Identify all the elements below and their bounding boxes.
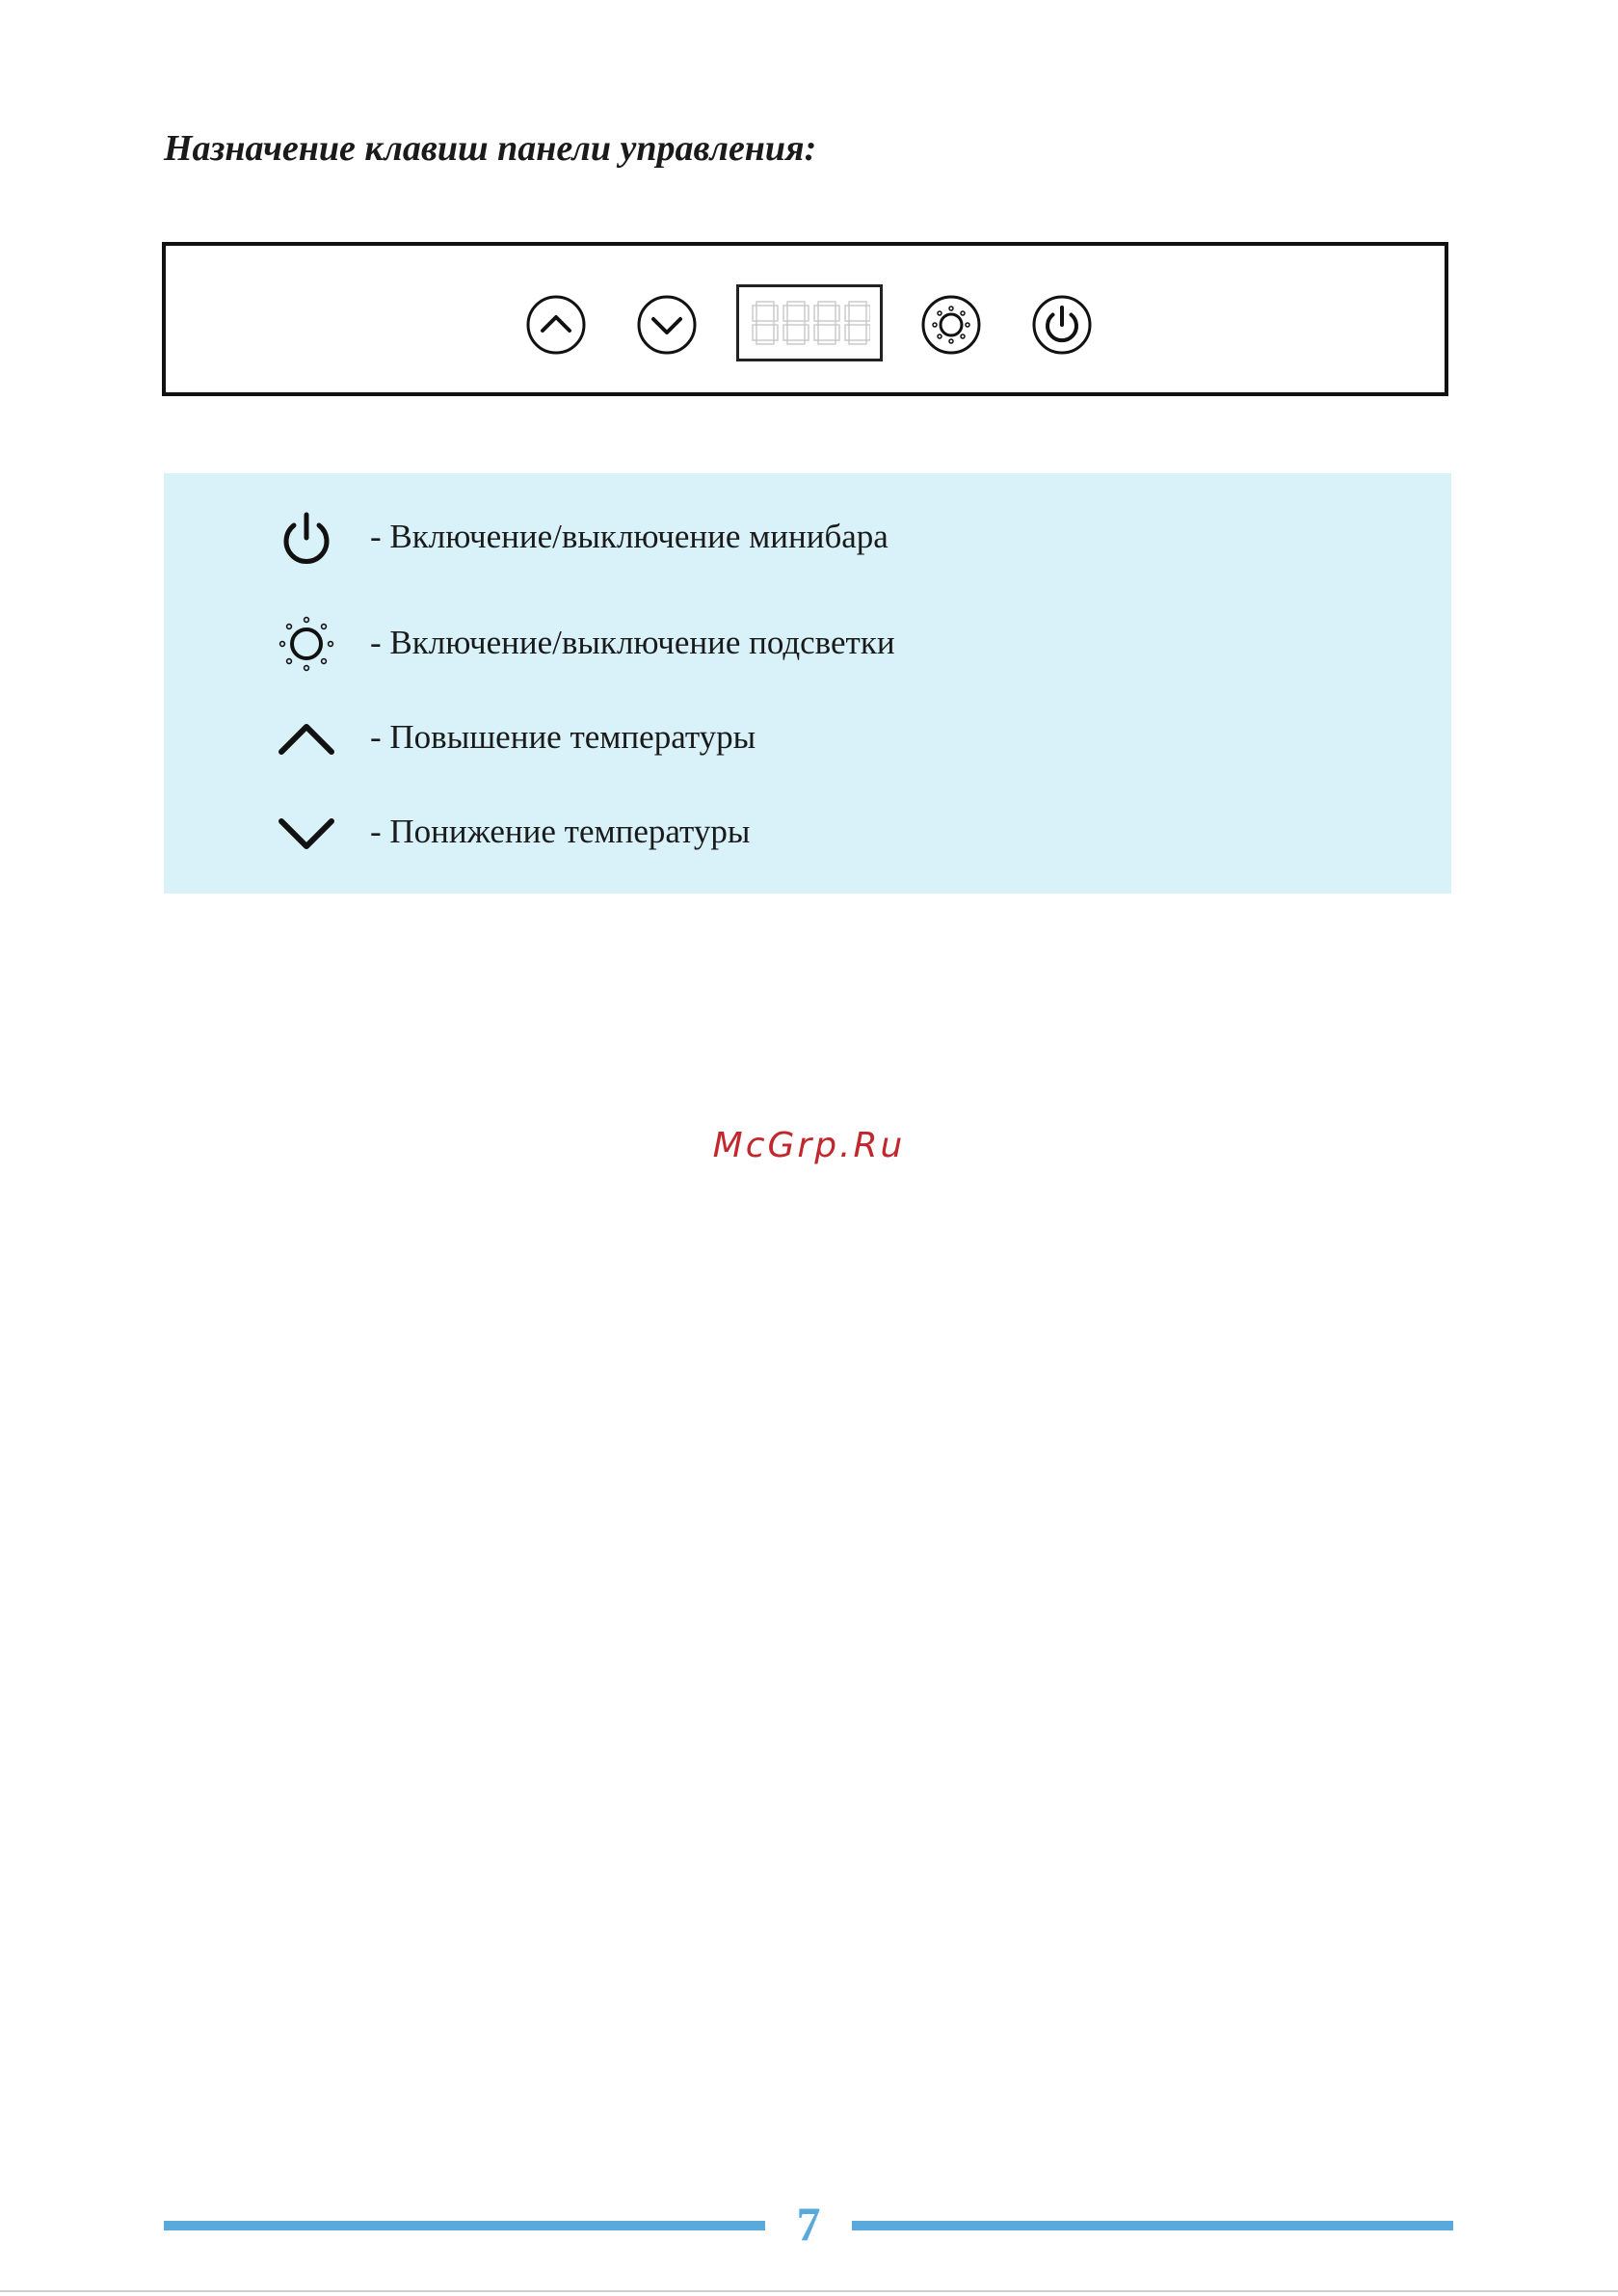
display-segment <box>756 302 774 306</box>
footer-divider-right <box>852 2221 1453 2230</box>
power-icon <box>1031 294 1093 356</box>
display-segment <box>845 306 849 321</box>
light-icon <box>920 294 982 356</box>
chevron-up-icon <box>525 294 587 356</box>
display-segment <box>814 325 818 340</box>
key-legend <box>164 473 1451 894</box>
legend-label: - Понижение температуры <box>370 813 751 850</box>
light-icon <box>278 615 335 673</box>
chevron-down-icon <box>636 294 698 356</box>
display-segment <box>774 325 778 340</box>
display-segment <box>814 306 818 321</box>
chevron-down-icon <box>278 804 335 862</box>
display-segment <box>787 302 805 306</box>
display-segment <box>818 321 836 325</box>
display-segment <box>753 325 756 340</box>
display-segment <box>756 321 774 325</box>
display-segment <box>787 340 805 344</box>
temperature-down-button[interactable] <box>636 294 698 356</box>
page-bottom-rule <box>0 2290 1618 2292</box>
chevron-up-icon <box>278 709 335 767</box>
power-button[interactable] <box>1031 294 1093 356</box>
display-segment <box>845 325 849 340</box>
display-segment <box>818 340 836 344</box>
display-segment <box>866 306 870 321</box>
display-segment <box>787 321 805 325</box>
display-segment <box>774 306 778 321</box>
display-segment <box>818 302 836 306</box>
display-segment <box>849 321 866 325</box>
segment-display-digits <box>749 298 870 348</box>
display-segment <box>849 302 866 306</box>
display-segment <box>753 306 756 321</box>
watermark: McGrp.Ru <box>712 1126 906 1165</box>
legend-label: - Повышение температуры <box>370 718 756 756</box>
legend-label: - Включение/выключение подсветки <box>370 624 895 661</box>
display-segment <box>836 325 839 340</box>
temperature-up-button[interactable] <box>525 294 587 356</box>
power-icon <box>278 509 335 567</box>
display-segment <box>866 325 870 340</box>
display-segment <box>849 340 866 344</box>
footer-divider-left <box>164 2221 765 2230</box>
display-segment <box>783 325 787 340</box>
display-segment <box>756 340 774 344</box>
display-segment <box>805 325 809 340</box>
section-heading: Назначение клавиш панели управления: <box>164 128 817 169</box>
temperature-display <box>736 284 883 361</box>
light-button[interactable] <box>920 294 982 356</box>
control-panel <box>162 242 1448 396</box>
display-segment <box>836 306 839 321</box>
page-number: 7 <box>796 2197 821 2251</box>
display-segment <box>783 306 787 321</box>
legend-label: - Включение/выключение минибара <box>370 518 889 555</box>
display-segment <box>805 306 809 321</box>
